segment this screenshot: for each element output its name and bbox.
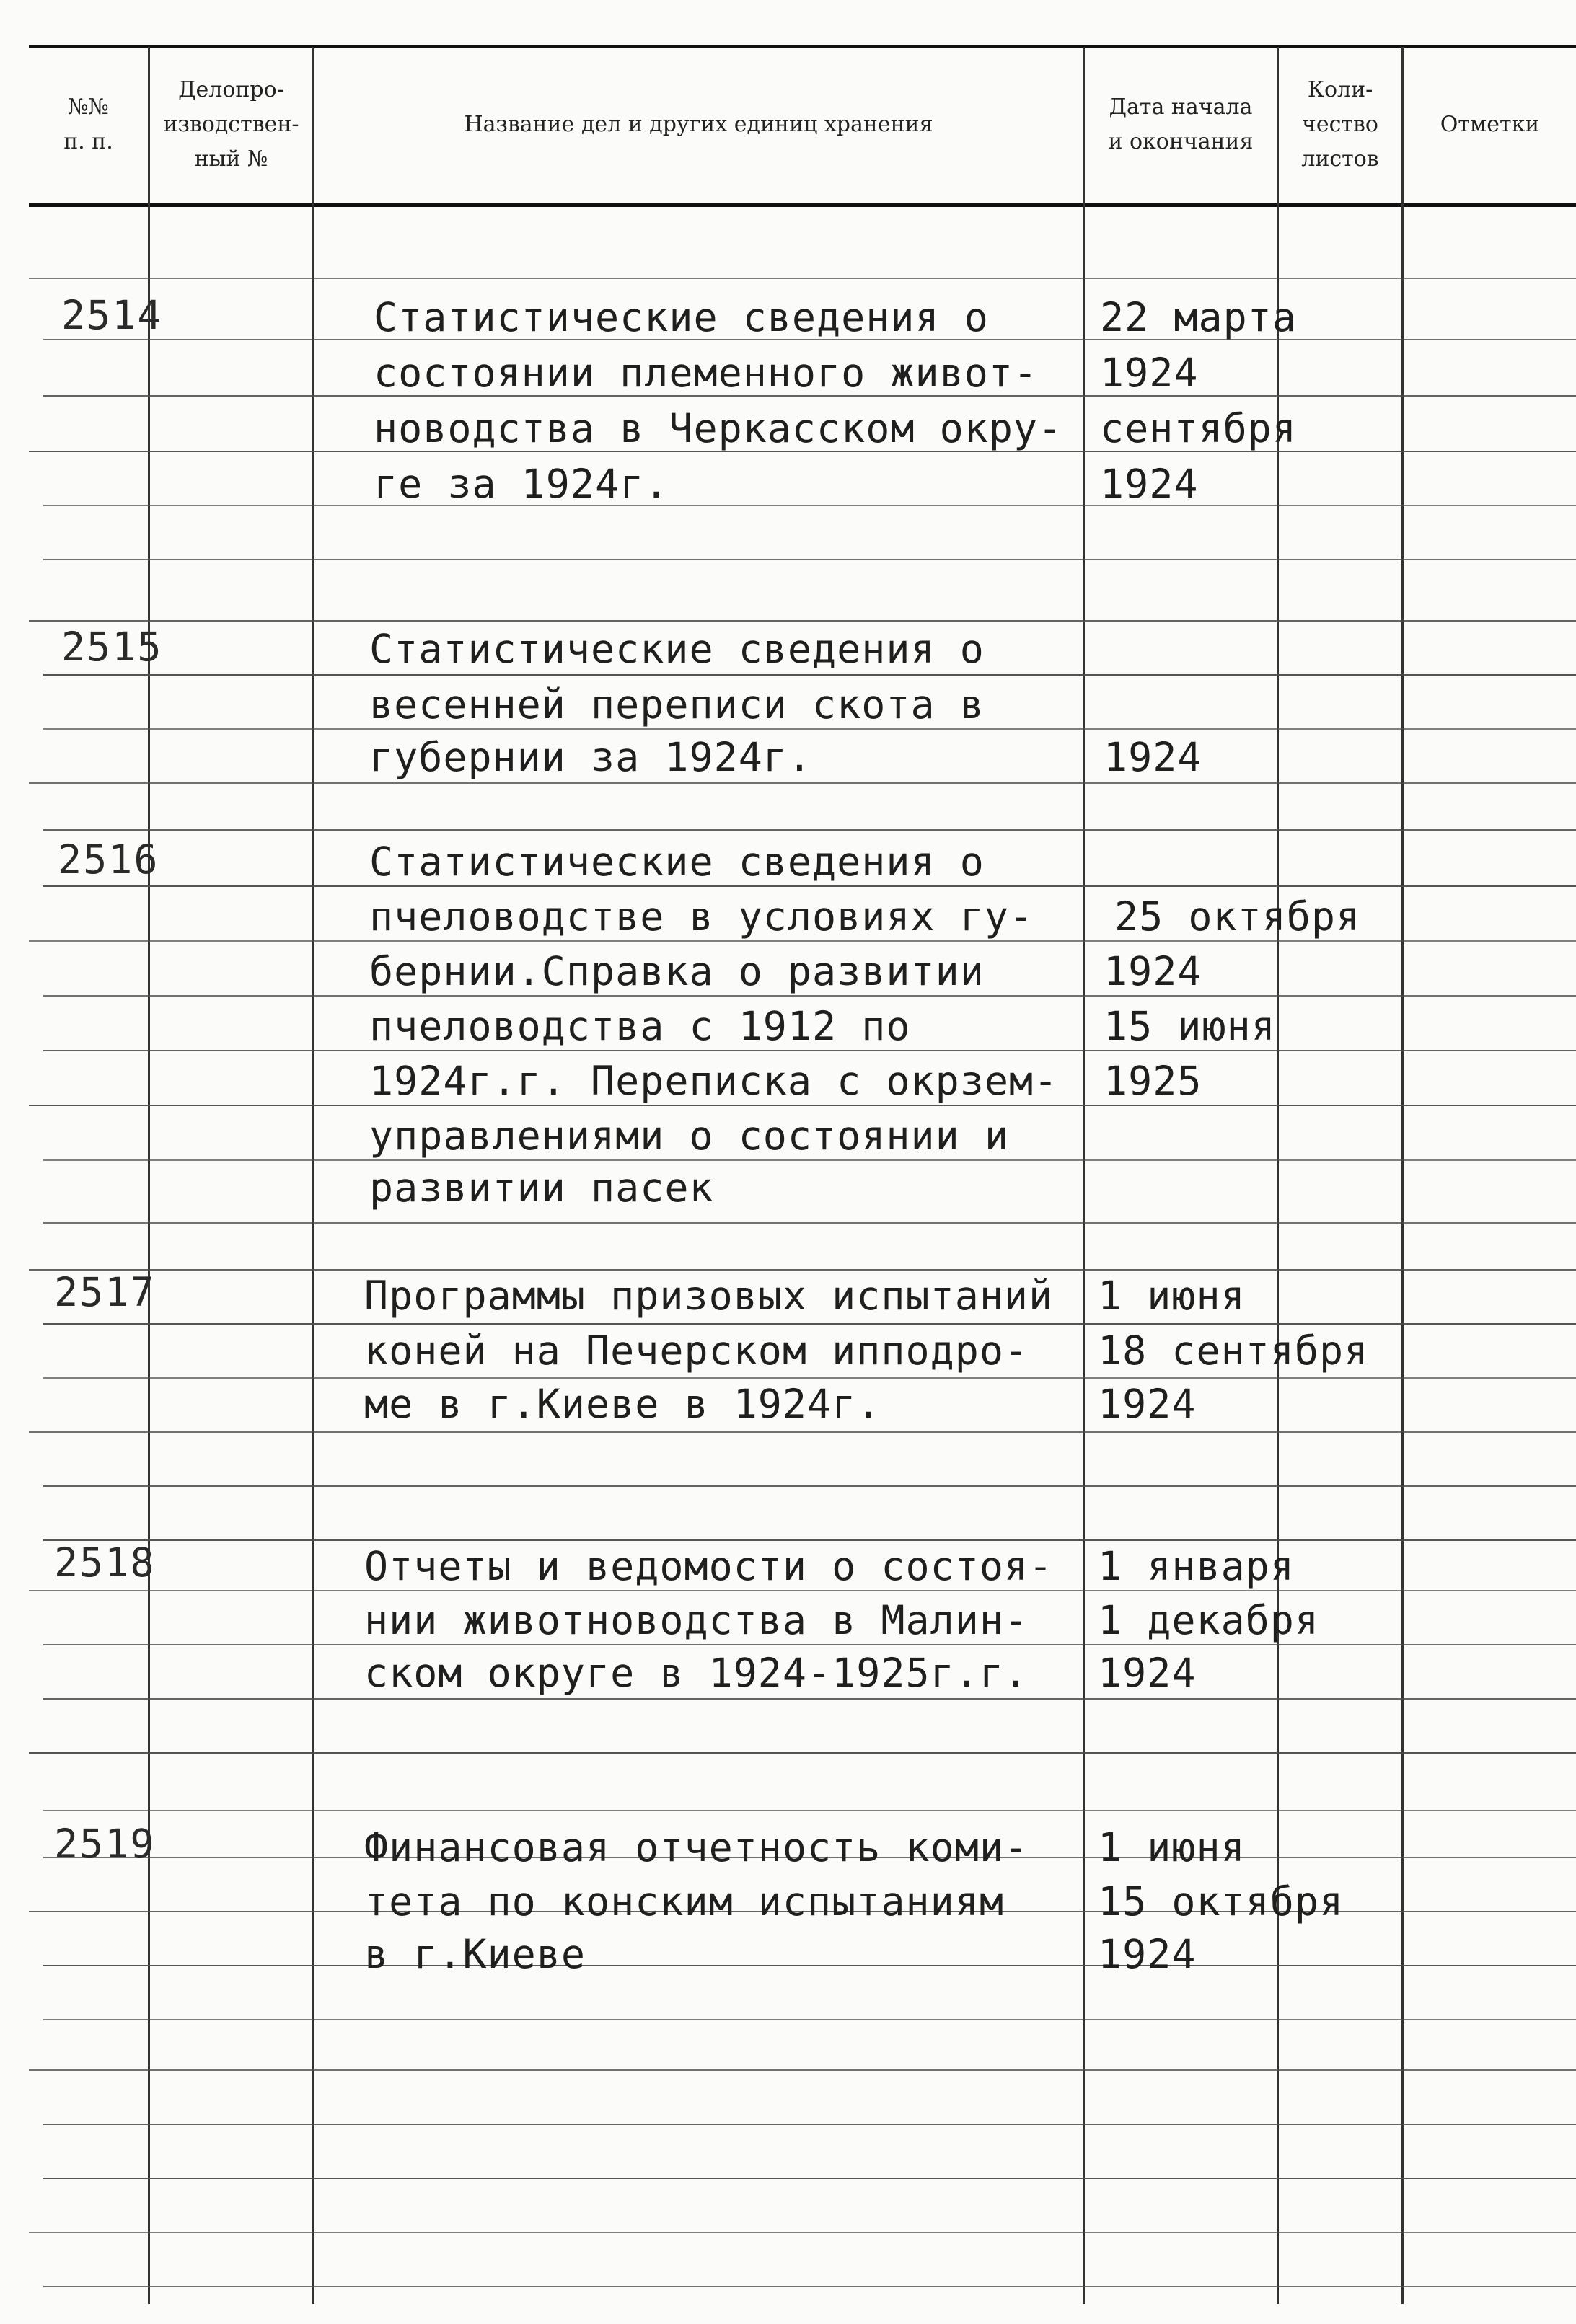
record-number-2518: 2518 [54,1539,156,1586]
header-col-sheets-line1: Коли- [1307,76,1373,102]
header-col-sheets-line3: листов [1301,146,1379,172]
record-date-line: 1924 [1104,948,1202,994]
record-number-2517: 2517 [54,1269,156,1315]
record-date-line: 1 декабря [1098,1597,1320,1643]
ruled-line [29,1431,1576,1433]
record-title-line: ге за 1924г. [374,461,669,507]
ruled-line [43,1810,1576,1811]
record-title-line: коней на Печерском ипподро- [364,1327,1029,1374]
header-col-dates [1085,50,1277,198]
record-date-line: 15 июня [1104,1003,1276,1049]
record-number-2514: 2514 [61,292,163,338]
record-title-line: управлениями о состоянии и [369,1113,1009,1159]
ruled-line [29,2069,1576,2071]
header-col-office-number [150,50,312,198]
record-date-line: 18 сентября [1098,1327,1369,1374]
record-title-line: новодства в Черкасском окру- [374,405,1063,451]
ruled-line [43,1323,1576,1325]
record-title-line: состоянии племенного живот- [374,350,1039,396]
record-title-line: Отчеты и ведомости о состоя- [364,1543,1054,1589]
record-number-2516: 2516 [58,836,159,883]
record-title-line: бернии.Справка о развитии [369,948,985,994]
header-col-dates-line2: и окончания [1108,128,1254,154]
record-title-line: Статистические сведения о [369,839,985,885]
record-date-line: 15 октября [1098,1878,1344,1925]
ruled-line [43,674,1576,676]
ruled-line [29,620,1576,622]
ruled-line [29,1752,1576,1754]
ruled-line [43,2019,1576,2020]
record-title-line: в г.Киеве [364,1931,586,1977]
header-col-sheets-line2: чество [1302,111,1378,137]
record-date-line: 1 января [1098,1543,1295,1589]
ruled-line [43,559,1576,560]
ruled-line [43,1222,1576,1224]
header-col-number [29,50,148,198]
record-date-line: 1924 [1104,734,1202,780]
record-date-line: 1924 [1098,1931,1197,1977]
record-date-line: 1 июня [1098,1273,1246,1319]
header-col-title-text: Название дел и других единиц хранения [464,111,933,137]
header-col-notes [1404,50,1576,198]
record-title-line: пчеловодства с 1912 по [369,1003,911,1049]
record-date-line: 1924 [1098,1650,1197,1696]
record-title-line: ском округе в 1924-1925г.г. [364,1650,1029,1696]
record-title-line: ме в г.Киеве в 1924г. [364,1381,881,1427]
header-col-number-line2: п. п. [63,128,113,154]
header-col-number-line1: №№ [68,94,109,120]
ruled-line [43,1485,1576,1487]
ruled-line [43,1698,1576,1700]
header-col-notes-text: Отметки [1440,111,1540,137]
record-title-line: весенней переписи скота в [369,681,985,728]
record-title-line: Статистические сведения о [369,626,985,672]
ruled-line [43,505,1576,506]
header-col-title [314,50,1083,198]
header-bottom-rule [29,203,1576,207]
record-title-line: Статистические сведения о [374,294,989,340]
ruled-line [43,2124,1576,2125]
record-title-line: губернии за 1924г. [369,734,813,780]
header-col-office-line3: ный № [194,146,268,172]
header-col-office-line2: изводствен- [163,111,299,137]
record-title-line: 1924г.г. Переписка с окрзем- [369,1058,1059,1104]
record-title-line: пчеловодстве в условиях гу- [369,893,1034,940]
record-date-line: сентября [1100,405,1297,451]
ruled-line [43,2286,1576,2287]
ruled-line [29,278,1576,279]
ruled-line [29,2232,1576,2233]
record-date-line: 1 июня [1098,1824,1246,1870]
header-col-dates-line1: Дата начала [1109,94,1253,120]
record-date-line: 1924 [1100,350,1199,396]
record-date-line: 1925 [1104,1058,1202,1104]
record-title-line: развитии пасек [369,1165,714,1211]
ruled-line [43,2178,1576,2179]
ruled-line [43,1965,1576,1966]
record-date-line: 22 марта [1100,294,1297,340]
record-number-2519: 2519 [54,1821,156,1867]
record-number-2515: 2515 [61,624,163,670]
record-title-line: Программы призовых испытаний [364,1273,1054,1319]
header-col-office-line1: Делопро- [178,76,284,102]
ruled-line [43,829,1576,831]
ruled-line [29,782,1576,784]
header-col-sheets [1279,50,1401,198]
record-title-line: Финансовая отчетность коми- [364,1824,1029,1870]
record-date-line: 1924 [1100,461,1199,507]
record-title-line: тета по конским испытаниям [364,1878,1004,1925]
record-title-line: нии животноводства в Малин- [364,1597,1029,1643]
record-date-line: 1924 [1098,1381,1197,1427]
record-date-line: 25 октября [1114,893,1361,940]
table-top-rule [29,45,1576,48]
